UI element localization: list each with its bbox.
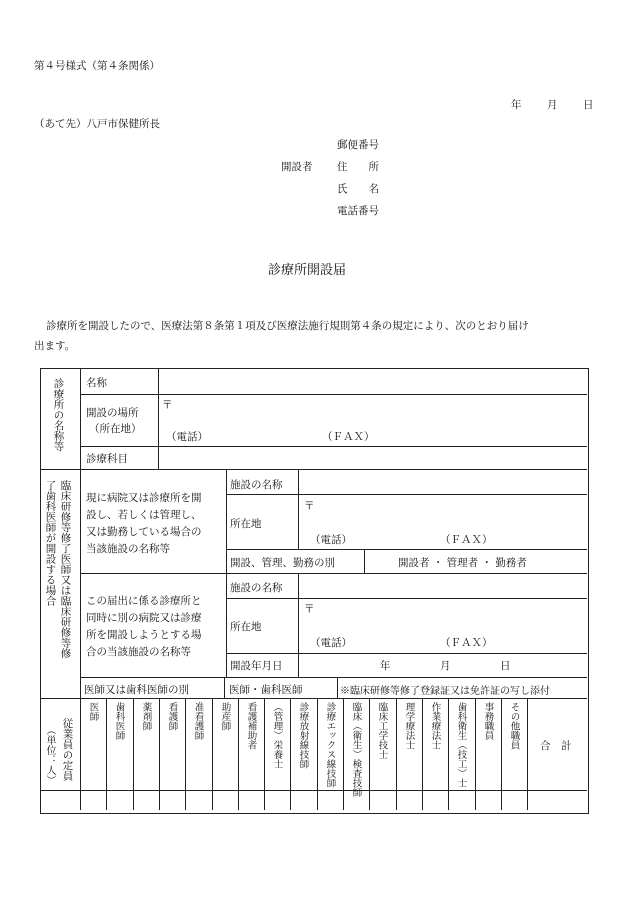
staff-column-header: （管理）栄養士 bbox=[271, 702, 283, 769]
postal-label: 郵便番号 bbox=[337, 139, 379, 151]
staff-column-header: 准看護師 bbox=[192, 702, 204, 740]
section-clinician-label-a: 臨床研修等修了医師又は臨床研修等修 bbox=[59, 480, 72, 659]
question-1: 現に病院又は診療所を開 設し、若しくは管理し、 又は勤務している場合の 当該施設の名称等 bbox=[86, 492, 202, 555]
staff-column-header: その他職員 bbox=[508, 702, 520, 750]
staff-column-header: 臨床（衛生）検査技師 bbox=[350, 702, 362, 797]
staff-column-header: 助産師 bbox=[219, 702, 231, 731]
location-label-1: 開設の場所 bbox=[86, 407, 139, 419]
location-label-s2b: 所在地 bbox=[230, 621, 262, 633]
doctor-type-options: 医師・歯科医師 bbox=[229, 684, 303, 696]
attachment-note: ※臨床研修等修了登録証又は免許証の写し添付 bbox=[340, 686, 550, 697]
staff-column-header: 医師 bbox=[87, 702, 99, 721]
body-text-line1: 診療所を開設したので、医療法第８条第１項及び医療法施行規則第４条の規定により、次のとおり届け bbox=[46, 320, 529, 332]
facility-name-label-1: 施設の名称 bbox=[230, 479, 283, 491]
date-month: 月 bbox=[547, 99, 558, 111]
doctor-type-label: 医師又は歯科医師の別 bbox=[84, 684, 189, 696]
staff-column-header: 薬剤師 bbox=[140, 702, 152, 731]
postal-mark: 〒 bbox=[162, 399, 173, 411]
staff-column-header: 看護師 bbox=[166, 702, 178, 731]
date-year: 年 bbox=[511, 99, 522, 111]
date-day: 日 bbox=[583, 99, 594, 111]
name-label: 氏 名 bbox=[337, 183, 379, 195]
postal-mark-s2b: 〒 bbox=[304, 603, 315, 615]
open-date-day: 日 bbox=[500, 660, 511, 672]
location-label-s2a: 所在地 bbox=[230, 518, 262, 530]
fax-label-s2b: （ＦＡＸ） bbox=[440, 637, 493, 649]
staff-unit: （単位：人） bbox=[44, 725, 55, 785]
role-options: 開設者 ・ 管理者 ・ 勤務者 bbox=[398, 557, 527, 569]
phone-label: 電話番号 bbox=[337, 205, 379, 217]
staff-column-header: 診療エックス線技師 bbox=[324, 702, 336, 788]
facility-name-label-2: 施設の名称 bbox=[230, 582, 283, 594]
open-date-year: 年 bbox=[380, 660, 391, 672]
tel-label: （電話） bbox=[166, 431, 208, 443]
open-date-label: 開設年月日 bbox=[230, 660, 283, 672]
applicant-label: 開設者 bbox=[281, 161, 313, 173]
open-date-month: 月 bbox=[440, 660, 451, 672]
section-clinician-label-b: 了歯科医師が開設する場合 bbox=[44, 480, 57, 606]
tel-label-s2a: （電話） bbox=[310, 534, 352, 546]
staff-column-header: 歯科衛生（技工）士 bbox=[455, 702, 467, 788]
postal-mark-s2a: 〒 bbox=[304, 500, 315, 512]
staff-column-header: 歯科医師 bbox=[113, 702, 125, 740]
question-2: この届出に係る診療所と 同時に別の病院又は診療 所を開設しようとする場 合の当該施設の名称等 bbox=[86, 595, 202, 658]
address-label: 住 所 bbox=[337, 161, 379, 173]
body-text-line2: 出ます。 bbox=[34, 340, 76, 352]
addressee: （あて先）八戸市保健所長 bbox=[34, 118, 160, 130]
location-label-2: （所在地） bbox=[89, 423, 142, 435]
section-facility-label: 診療所の名称等 bbox=[52, 378, 65, 452]
staff-column-header: 臨床工学技士 bbox=[376, 702, 388, 759]
fax-label: （ＦＡＸ） bbox=[322, 431, 375, 443]
staff-total-label: 合 計 bbox=[540, 740, 572, 752]
tel-label-s2b: （電話） bbox=[310, 637, 352, 649]
staff-column-header: 診療放射線技師 bbox=[297, 702, 309, 769]
staff-label: 従業員の定員 bbox=[61, 718, 74, 781]
department-label: 診療科目 bbox=[86, 453, 128, 465]
staff-column-header: 事務職員 bbox=[482, 702, 494, 740]
staff-column-header: 理学療法士 bbox=[403, 702, 415, 750]
staff-column-header: 看護補助者 bbox=[245, 702, 257, 750]
staff-column-header: 作業療法士 bbox=[429, 702, 441, 750]
role-label: 開設、管理、勤務の別 bbox=[230, 557, 335, 569]
fax-label-s2a: （ＦＡＸ） bbox=[440, 534, 493, 546]
form-number: 第４号様式（第４条関係） bbox=[34, 60, 160, 72]
facility-name-label: 名称 bbox=[86, 377, 107, 389]
page-title: 診療所開設届 bbox=[268, 263, 347, 278]
